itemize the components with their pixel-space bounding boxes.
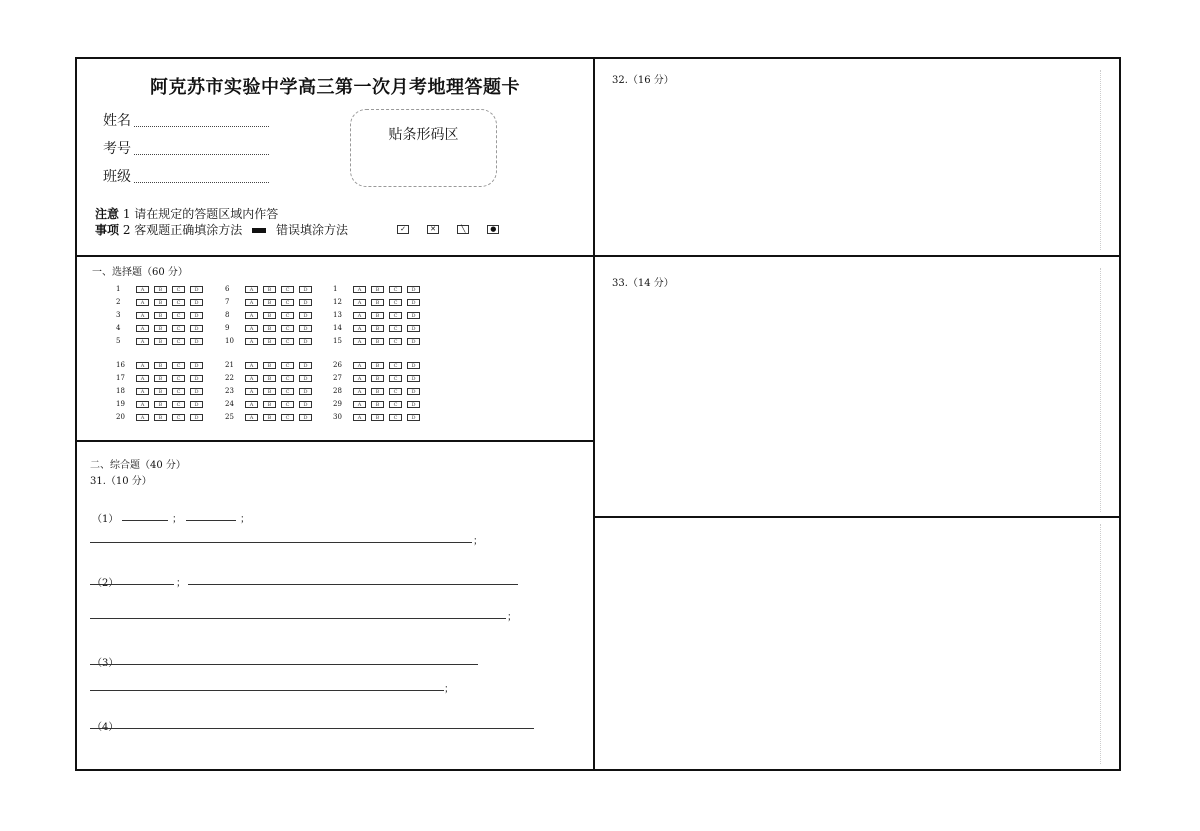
mc-option-bubble[interactable]: D: [190, 388, 203, 395]
mc-option-bubble[interactable]: A: [245, 388, 258, 395]
mc-question-number: 4: [116, 324, 121, 332]
mc-option-bubble[interactable]: B: [154, 414, 167, 421]
mc-option-bubble[interactable]: D: [407, 299, 420, 306]
mc-option-bubble[interactable]: C: [389, 388, 402, 395]
q33-heading: 33.（14 分）: [612, 278, 674, 289]
q31-part2-line-a[interactable]: [188, 584, 518, 585]
mc-option-bubble[interactable]: B: [154, 312, 167, 319]
mc-option-bubble[interactable]: A: [353, 388, 366, 395]
mc-option-bubble[interactable]: B: [154, 325, 167, 332]
mc-option-bubble[interactable]: C: [389, 338, 402, 345]
q31-part2-line-b[interactable]: [90, 618, 506, 619]
page-title: 阿克苏市实验中学高三第一次月考地理答题卡: [150, 77, 520, 98]
mc-option-bubble[interactable]: C: [389, 414, 402, 421]
mc-option-bubble[interactable]: A: [245, 362, 258, 369]
mc-question-number: 8: [225, 311, 230, 319]
mc-question-number: 26: [333, 361, 342, 369]
mc-option-bubble[interactable]: C: [389, 375, 402, 382]
mc-option-bubble[interactable]: D: [299, 362, 312, 369]
mc-question-number: 13: [333, 311, 342, 319]
mc-option-bubble[interactable]: C: [389, 362, 402, 369]
mc-option-bubble[interactable]: A: [136, 312, 149, 319]
mc-option-bubble[interactable]: B: [371, 388, 384, 395]
mc-option-bubble[interactable]: B: [371, 401, 384, 408]
q31-part1-sep-2: ；: [240, 514, 250, 525]
mc-option-bubble[interactable]: B: [371, 299, 384, 306]
mc-option-bubble[interactable]: C: [281, 325, 294, 332]
divider-q32: [593, 255, 1121, 257]
mc-question-number: 29: [333, 400, 342, 408]
mc-option-bubble[interactable]: B: [263, 414, 276, 421]
mc-question-number: 15: [333, 337, 342, 345]
column-divider: [593, 57, 595, 771]
mc-option-bubble[interactable]: A: [136, 286, 149, 293]
q32-margin-guide: [1100, 70, 1101, 250]
mc-option-bubble[interactable]: D: [299, 375, 312, 382]
mc-option-bubble[interactable]: A: [353, 401, 366, 408]
mc-option-bubble[interactable]: B: [263, 286, 276, 293]
divider-mc: [75, 440, 595, 442]
mc-option-bubble[interactable]: A: [136, 388, 149, 395]
q31-part1-end: ；: [473, 536, 483, 547]
mc-question-number: 9: [225, 324, 230, 332]
mc-option-bubble[interactable]: A: [136, 362, 149, 369]
mc-option-bubble[interactable]: C: [172, 414, 185, 421]
q31-part2-sep: ；: [176, 578, 186, 589]
mc-question-number: 30: [333, 413, 342, 421]
mc-option-bubble[interactable]: C: [172, 401, 185, 408]
mc-option-bubble[interactable]: B: [154, 401, 167, 408]
mc-question-number: 21: [225, 361, 234, 369]
mc-option-bubble[interactable]: B: [154, 338, 167, 345]
mc-option-bubble[interactable]: D: [190, 414, 203, 421]
mc-option-bubble[interactable]: C: [389, 325, 402, 332]
mc-option-bubble[interactable]: B: [154, 299, 167, 306]
q32-heading: 32.（16 分）: [612, 75, 674, 86]
mc-option-bubble[interactable]: A: [245, 325, 258, 332]
mc-option-bubble[interactable]: D: [190, 312, 203, 319]
mc-option-bubble[interactable]: B: [263, 325, 276, 332]
mc-option-bubble[interactable]: D: [299, 388, 312, 395]
mc-option-bubble[interactable]: C: [172, 299, 185, 306]
mc-option-bubble[interactable]: A: [136, 375, 149, 382]
note-label-1: 注意: [95, 207, 120, 221]
q31-part1-label: （1）: [92, 514, 119, 525]
q31-part3-end: ；: [444, 684, 454, 695]
mc-option-bubble[interactable]: D: [407, 338, 420, 345]
q31-part1-blank-b[interactable]: [186, 520, 236, 521]
mc-option-bubble[interactable]: B: [263, 401, 276, 408]
mc-question-number: 1: [333, 285, 338, 293]
lower-right-answer-area[interactable]: [596, 520, 1096, 765]
q31-part1-line[interactable]: [90, 542, 472, 543]
mc-option-bubble[interactable]: A: [353, 338, 366, 345]
mc-option-bubble[interactable]: A: [136, 338, 149, 345]
mc-option-bubble[interactable]: C: [389, 312, 402, 319]
mc-option-bubble[interactable]: A: [245, 375, 258, 382]
mc-question-number: 5: [116, 337, 121, 345]
mc-option-bubble[interactable]: D: [190, 375, 203, 382]
divider-q33: [593, 516, 1121, 518]
mc-option-bubble[interactable]: A: [353, 414, 366, 421]
mc-option-bubble[interactable]: C: [281, 388, 294, 395]
mc-question-number: 20: [116, 413, 125, 421]
q31-part2-label: （2）: [92, 578, 119, 589]
mc-option-bubble[interactable]: D: [190, 325, 203, 332]
mc-option-bubble[interactable]: A: [245, 414, 258, 421]
wrong-mark-examples: [397, 219, 502, 238]
mc-question-number: 22: [225, 374, 234, 382]
mc-option-bubble[interactable]: C: [281, 338, 294, 345]
mc-option-bubble[interactable]: D: [299, 414, 312, 421]
mc-option-bubble[interactable]: D: [407, 388, 420, 395]
q32-answer-area[interactable]: [596, 90, 1096, 250]
mc-option-bubble[interactable]: B: [154, 388, 167, 395]
mc-option-bubble[interactable]: A: [353, 286, 366, 293]
mc-question-number: 6: [225, 285, 230, 293]
mc-option-bubble[interactable]: D: [299, 325, 312, 332]
mc-option-bubble[interactable]: B: [154, 286, 167, 293]
mc-question-number: 25: [225, 413, 234, 421]
mc-option-bubble[interactable]: C: [172, 362, 185, 369]
mc-option-bubble[interactable]: B: [371, 312, 384, 319]
mc-option-bubble[interactable]: D: [407, 362, 420, 369]
mc-option-bubble[interactable]: C: [281, 286, 294, 293]
mc-option-bubble[interactable]: C: [172, 338, 185, 345]
divider-header: [75, 255, 595, 257]
q33-margin-guide: [1100, 268, 1101, 512]
mc-option-bubble[interactable]: C: [172, 325, 185, 332]
mc-option-bubble[interactable]: D: [407, 414, 420, 421]
mc-option-bubble[interactable]: B: [154, 362, 167, 369]
note-line-2: [95, 221, 348, 238]
mc-option-bubble[interactable]: A: [353, 299, 366, 306]
q31-part2-end: ；: [507, 612, 517, 623]
wrong-mark-cross-icon: ✕: [427, 225, 439, 234]
mc-question-number: 12: [333, 298, 342, 306]
mc-option-bubble[interactable]: A: [136, 414, 149, 421]
mc-option-bubble[interactable]: C: [281, 414, 294, 421]
mc-option-bubble[interactable]: B: [371, 362, 384, 369]
mc-option-bubble[interactable]: A: [136, 299, 149, 306]
mc-option-bubble[interactable]: D: [299, 338, 312, 345]
mc-option-bubble[interactable]: B: [371, 286, 384, 293]
mc-option-bubble[interactable]: D: [299, 312, 312, 319]
mc-option-bubble[interactable]: A: [136, 401, 149, 408]
mc-question-number: 16: [116, 361, 125, 369]
mc-option-bubble[interactable]: A: [353, 362, 366, 369]
mc-option-bubble[interactable]: D: [190, 338, 203, 345]
wrong-mark-slash-icon: ╲: [457, 225, 469, 234]
q31-heading: 31.（10 分）: [90, 476, 152, 487]
mc-option-bubble[interactable]: C: [389, 299, 402, 306]
name-field[interactable]: [134, 126, 269, 127]
mc-question-number: 18: [116, 387, 125, 395]
q31-part3-line-a[interactable]: [90, 664, 478, 665]
id-label: 考号: [103, 141, 131, 157]
mc-option-bubble[interactable]: A: [353, 375, 366, 382]
mc-option-bubble[interactable]: A: [136, 325, 149, 332]
mc-option-bubble[interactable]: A: [245, 401, 258, 408]
mc-heading: 一、选择题（60 分）: [92, 267, 188, 278]
mc-option-bubble[interactable]: B: [263, 388, 276, 395]
note-label-2: 事项: [95, 223, 120, 237]
note-wrong-label: 错误填涂方法: [275, 223, 348, 237]
q31-part1-sep-1: ；: [172, 514, 182, 525]
mc-option-bubble[interactable]: D: [190, 362, 203, 369]
mc-question-number: 23: [225, 387, 234, 395]
mc-option-bubble[interactable]: D: [190, 286, 203, 293]
id-field[interactable]: [134, 154, 269, 155]
mc-option-bubble[interactable]: D: [407, 312, 420, 319]
mc-option-bubble[interactable]: A: [245, 338, 258, 345]
class-field[interactable]: [134, 182, 269, 183]
mc-question-number: 17: [116, 374, 125, 382]
mc-option-bubble[interactable]: D: [407, 401, 420, 408]
mc-option-bubble[interactable]: C: [281, 401, 294, 408]
wrong-mark-dot-icon: ●: [487, 225, 499, 234]
q31-part1-blank-a[interactable]: [122, 520, 168, 521]
mc-option-bubble[interactable]: A: [245, 286, 258, 293]
mc-option-bubble[interactable]: B: [371, 375, 384, 382]
mc-option-bubble[interactable]: B: [371, 325, 384, 332]
mc-option-bubble[interactable]: D: [299, 299, 312, 306]
mc-option-bubble[interactable]: A: [245, 312, 258, 319]
mc-option-bubble[interactable]: D: [299, 401, 312, 408]
wrong-mark-check-icon: ✓: [397, 225, 409, 234]
mc-option-bubble[interactable]: C: [281, 299, 294, 306]
class-label: 班级: [103, 169, 131, 185]
mc-option-bubble[interactable]: D: [407, 375, 420, 382]
mc-question-number: 24: [225, 400, 234, 408]
mc-option-bubble[interactable]: C: [281, 375, 294, 382]
mc-option-bubble[interactable]: D: [407, 286, 420, 293]
mc-question-number: 27: [333, 374, 342, 382]
mc-option-bubble[interactable]: C: [172, 286, 185, 293]
mc-option-bubble[interactable]: B: [154, 375, 167, 382]
mc-option-bubble[interactable]: C: [172, 388, 185, 395]
mc-option-bubble[interactable]: B: [263, 312, 276, 319]
mc-option-bubble[interactable]: A: [245, 299, 258, 306]
mc-option-bubble[interactable]: C: [281, 362, 294, 369]
mc-option-bubble[interactable]: C: [281, 312, 294, 319]
q31-part3-label: （3）: [92, 658, 119, 669]
mc-question-number: 7: [225, 298, 230, 306]
mc-question-number: 2: [116, 298, 121, 306]
mc-question-number: 19: [116, 400, 125, 408]
mc-option-bubble[interactable]: D: [299, 286, 312, 293]
mc-option-bubble[interactable]: C: [172, 375, 185, 382]
mc-option-bubble[interactable]: D: [190, 299, 203, 306]
mc-option-bubble[interactable]: C: [172, 312, 185, 319]
note-text-2: 2 客观题正确填涂方法: [122, 223, 243, 237]
barcode-area: [350, 109, 497, 187]
q31-part4-label: （4）: [92, 722, 119, 733]
note-text-1: 1 请在规定的答题区域内作答: [122, 207, 279, 221]
mc-option-bubble[interactable]: B: [371, 338, 384, 345]
q31-part3-line-b[interactable]: [90, 690, 444, 691]
lower-right-margin-guide: [1100, 524, 1101, 764]
mc-option-bubble[interactable]: B: [263, 338, 276, 345]
mc-option-bubble[interactable]: B: [371, 414, 384, 421]
correct-fill-example: [252, 228, 266, 233]
q31-part2-blank[interactable]: [90, 584, 174, 585]
barcode-label: 贴条形码区: [388, 127, 459, 143]
mc-option-bubble[interactable]: B: [263, 375, 276, 382]
mc-option-bubble[interactable]: D: [190, 401, 203, 408]
mc-question-number: 10: [225, 337, 234, 345]
mc-question-number: 14: [333, 324, 342, 332]
comp-heading: 二、综合题（40 分）: [90, 460, 186, 471]
mc-question-number: 3: [116, 311, 121, 319]
mc-option-bubble[interactable]: B: [263, 362, 276, 369]
note-line-1: [95, 205, 278, 222]
name-label: 姓名: [103, 113, 131, 129]
mc-option-bubble[interactable]: A: [353, 312, 366, 319]
mc-option-bubble[interactable]: C: [389, 401, 402, 408]
mc-option-bubble[interactable]: C: [389, 286, 402, 293]
mc-option-bubble[interactable]: B: [263, 299, 276, 306]
mc-question-number: 28: [333, 387, 342, 395]
mc-question-number: 1: [116, 285, 121, 293]
q33-answer-area[interactable]: [596, 292, 1096, 512]
mc-option-bubble[interactable]: A: [353, 325, 366, 332]
mc-option-bubble[interactable]: D: [407, 325, 420, 332]
q31-part4-line[interactable]: [90, 728, 534, 729]
